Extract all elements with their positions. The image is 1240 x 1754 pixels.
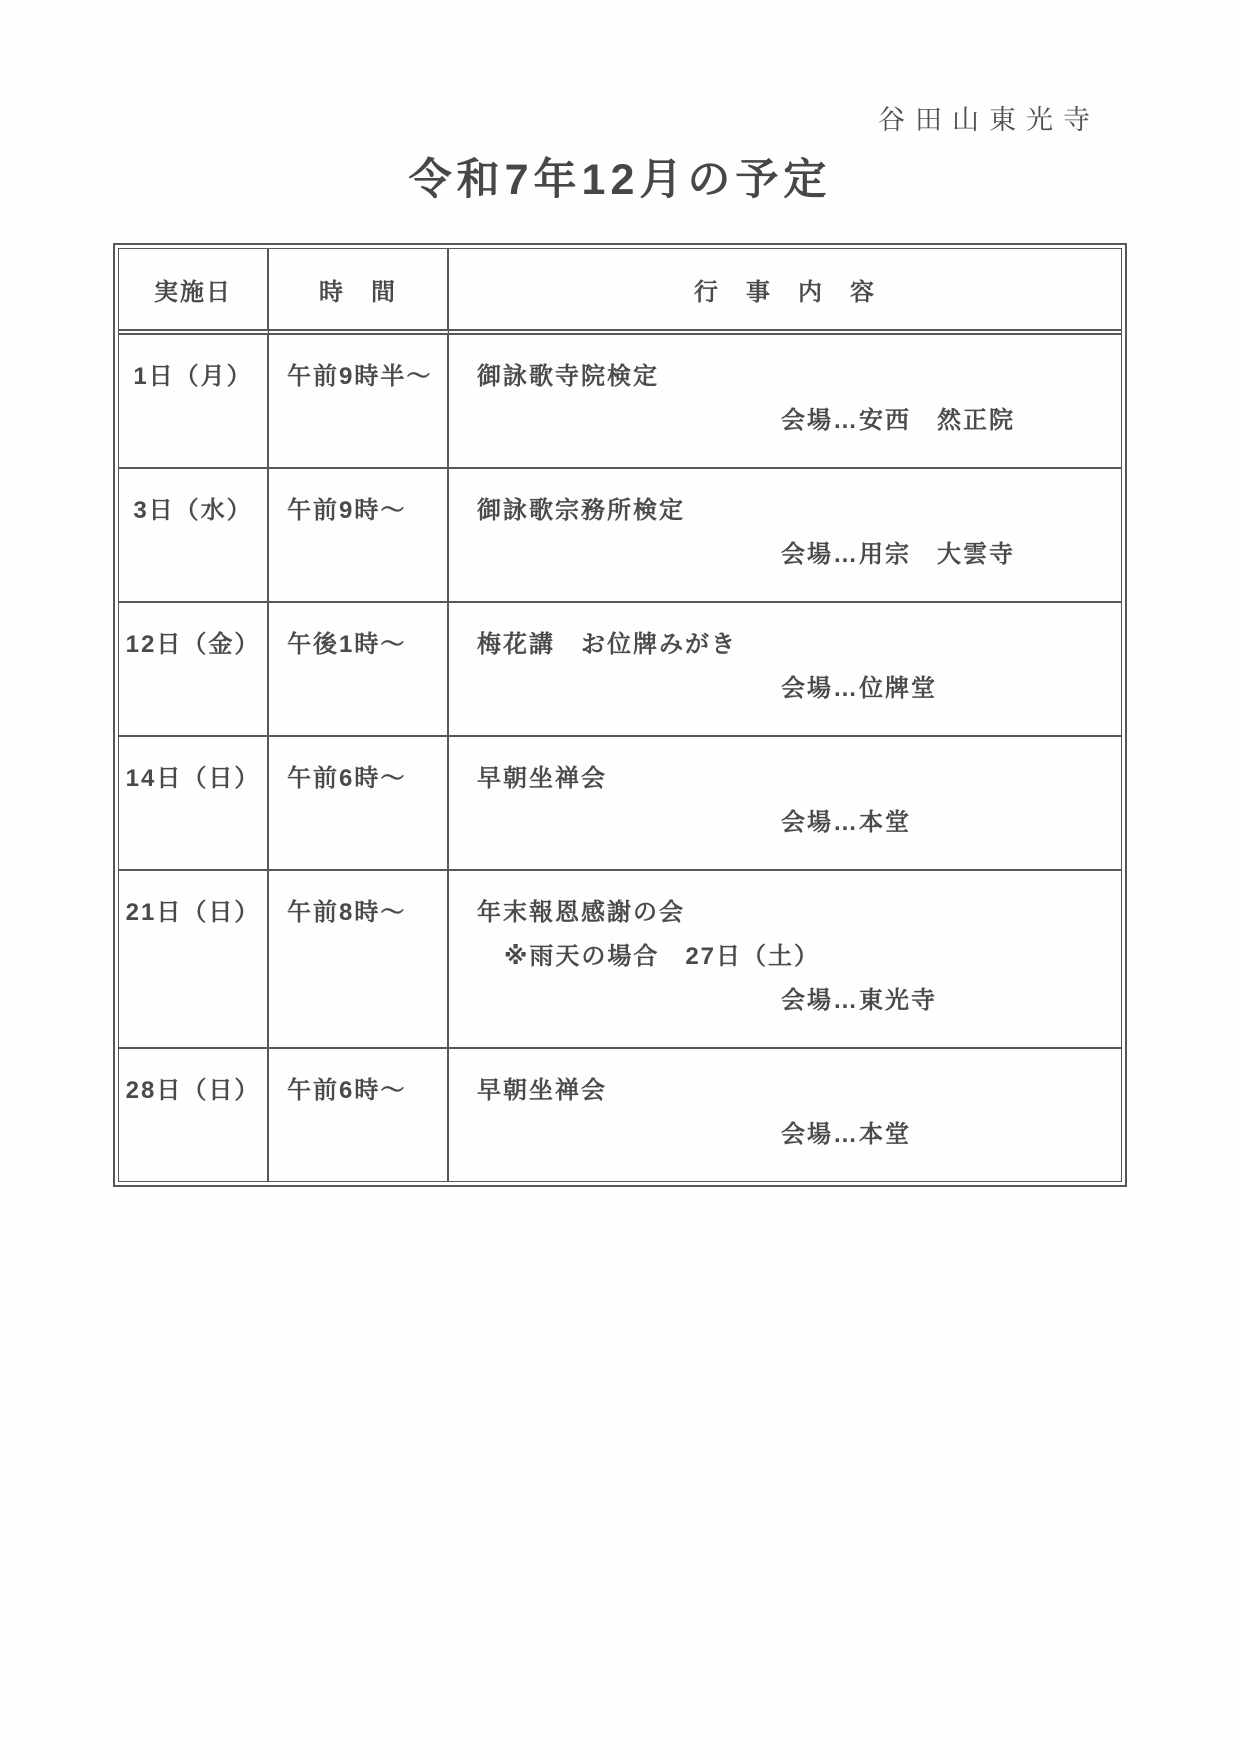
event-title: 御詠歌宗務所検定 xyxy=(477,497,685,524)
event-venue: 会場…本堂 xyxy=(781,809,911,836)
row-content xyxy=(449,603,1121,737)
event-venue: 会場…本堂 xyxy=(781,1121,911,1148)
temple-name: 谷田山東光寺 xyxy=(878,105,1100,135)
schedule-table xyxy=(113,243,1127,1187)
schedule-table-grid xyxy=(118,248,1122,1182)
header-date: 実施日 xyxy=(119,249,269,335)
event-title: 早朝坐禅会 xyxy=(477,1077,607,1104)
row-content xyxy=(449,335,1121,469)
row-time: 午後1時～ xyxy=(269,603,449,737)
row-time: 午前9時半～ xyxy=(269,335,449,469)
header-content: 行 事 内 容 xyxy=(449,249,1121,335)
row-content xyxy=(449,871,1121,1049)
row-date: 12日（金） xyxy=(119,603,269,737)
row-date: 14日（日） xyxy=(119,737,269,871)
event-title: 梅花講 お位牌みがき xyxy=(477,631,737,658)
event-title: 御詠歌寺院検定 xyxy=(477,363,659,390)
header-time: 時 間 xyxy=(269,249,449,335)
row-content xyxy=(449,469,1121,603)
row-date: 3日（水） xyxy=(119,469,269,603)
event-venue: 会場…安西 然正院 xyxy=(781,407,1015,434)
event-title: 年末報恩感謝の会 xyxy=(477,899,685,926)
page-title: 令和7年12月の予定 xyxy=(408,156,832,204)
row-content xyxy=(449,1049,1121,1181)
row-time: 午前9時～ xyxy=(269,469,449,603)
event-venue: 会場…東光寺 xyxy=(781,987,937,1014)
row-date: 21日（日） xyxy=(119,871,269,1049)
event-venue: 会場…位牌堂 xyxy=(781,675,937,702)
row-time: 午前6時～ xyxy=(269,1049,449,1181)
row-date: 1日（月） xyxy=(119,335,269,469)
row-date: 28日（日） xyxy=(119,1049,269,1181)
row-time: 午前8時～ xyxy=(269,871,449,1049)
row-time: 午前6時～ xyxy=(269,737,449,871)
event-title: 早朝坐禅会 xyxy=(477,765,607,792)
event-note: ※雨天の場合 27日（土） xyxy=(504,943,821,970)
event-venue: 会場…用宗 大雲寺 xyxy=(781,541,1015,568)
row-content xyxy=(449,737,1121,871)
